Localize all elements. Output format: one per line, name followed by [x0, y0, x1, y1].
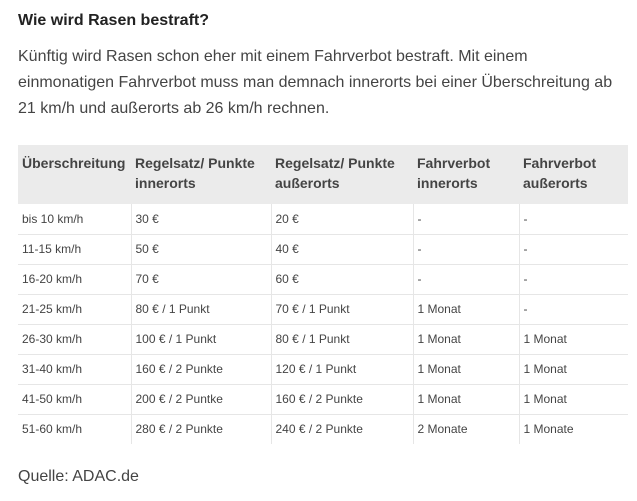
cell-ueberschreitung: 51-60 km/h [18, 414, 131, 444]
cell-regelsatz-innerorts: 200 € / 2 Puntke [131, 384, 271, 414]
table-row [18, 234, 628, 264]
cell-fahrverbot-innerorts: - [413, 204, 519, 234]
table-row [18, 294, 628, 324]
cell-regelsatz-innerorts: 70 € [131, 264, 271, 294]
header-fahrverbot-innerorts: Fahrverbot innerorts [417, 155, 491, 191]
cell-fahrverbot-ausserorts: 1 Monat [519, 384, 628, 414]
table-row [18, 384, 628, 414]
cell-fahrverbot-ausserorts: 1 Monat [519, 324, 628, 354]
cell-fahrverbot-innerorts: 1 Monat [413, 294, 519, 324]
cell-regelsatz-ausserorts: 80 € / 1 Punkt [271, 324, 413, 354]
table-header-row [18, 145, 628, 204]
cell-regelsatz-innerorts: 80 € / 1 Punkt [131, 294, 271, 324]
table-row [18, 414, 628, 444]
table-row [18, 324, 628, 354]
fines-table [18, 145, 628, 444]
cell-fahrverbot-ausserorts: 1 Monate [523, 422, 574, 437]
article-heading: Wie wird Rasen bestraft? [18, 12, 210, 29]
cell-ueberschreitung: 41-50 km/h [18, 384, 131, 414]
cell-fahrverbot-innerorts: 1 Monat [413, 354, 519, 384]
table-row [18, 204, 628, 234]
cell-fahrverbot-innerorts: 2 Monate [413, 414, 519, 444]
cell-fahrverbot-innerorts: 1 Monat [413, 324, 519, 354]
header-fahrverbot-ausserorts: Fahrverbot außerorts [523, 155, 597, 191]
source-note: Quelle: ADAC.de [18, 468, 139, 485]
cell-fahrverbot-ausserorts: - [519, 264, 628, 294]
cell-fahrverbot-innerorts: - [413, 264, 519, 294]
cell-ueberschreitung: 21-25 km/h [18, 294, 131, 324]
cell-fahrverbot-ausserorts: - [519, 234, 628, 264]
cell-ueberschreitung: 11-15 km/h [18, 234, 131, 264]
cell-regelsatz-ausserorts: 40 € [271, 234, 413, 264]
cell-ueberschreitung: 16-20 km/h [18, 264, 131, 294]
cell-fahrverbot-ausserorts: - [519, 204, 628, 234]
cell-regelsatz-ausserorts: 60 € [271, 264, 413, 294]
cell-regelsatz-ausserorts: 160 € / 2 Punkte [271, 384, 413, 414]
cell-fahrverbot-innerorts: - [413, 234, 519, 264]
cell-regelsatz-ausserorts: 240 € / 2 Punkte [271, 414, 413, 444]
cell-regelsatz-ausserorts: 70 € / 1 Punkt [271, 294, 413, 324]
cell-fahrverbot-innerorts: 1 Monat [413, 384, 519, 414]
cell-fahrverbot-ausserorts: 1 Monat [519, 354, 628, 384]
cell-ueberschreitung: bis 10 km/h [18, 204, 131, 234]
cell-ueberschreitung: 26-30 km/h [18, 324, 131, 354]
cell-regelsatz-innerorts: 100 € / 1 Punkt [131, 324, 271, 354]
table-row [18, 354, 628, 384]
cell-regelsatz-innerorts: 160 € / 2 Punkte [131, 354, 271, 384]
cell-regelsatz-innerorts: 30 € [131, 204, 271, 234]
table-body [18, 204, 628, 444]
article-intro: Künftig wird Rasen schon eher mit einem Fahrverbot bestraft. Mit einem einmonatigen Fahrverbot muss man demnach innerorts bei einer Überschreitung ab 21 km/h und außerorts ab 26 km/h rechnen. [18, 48, 613, 117]
header-regelsatz-innerorts: Regelsatz/ Punkte innerorts [135, 155, 255, 191]
cell-regelsatz-ausserorts: 120 € / 1 Punkt [271, 354, 413, 384]
cell-ueberschreitung: 31-40 km/h [18, 354, 131, 384]
header-regelsatz-ausserorts: Regelsatz/ Punkte außerorts [275, 155, 395, 191]
header-ueberschreitung: Überschreitung [22, 155, 126, 171]
table-header [18, 145, 628, 204]
table-row [18, 264, 628, 294]
cell-fahrverbot-ausserorts: - [519, 294, 628, 324]
cell-regelsatz-innerorts: 50 € [131, 234, 271, 264]
cell-regelsatz-ausserorts: 20 € [271, 204, 413, 234]
cell-regelsatz-innerorts: 280 € / 2 Punkte [131, 414, 271, 444]
